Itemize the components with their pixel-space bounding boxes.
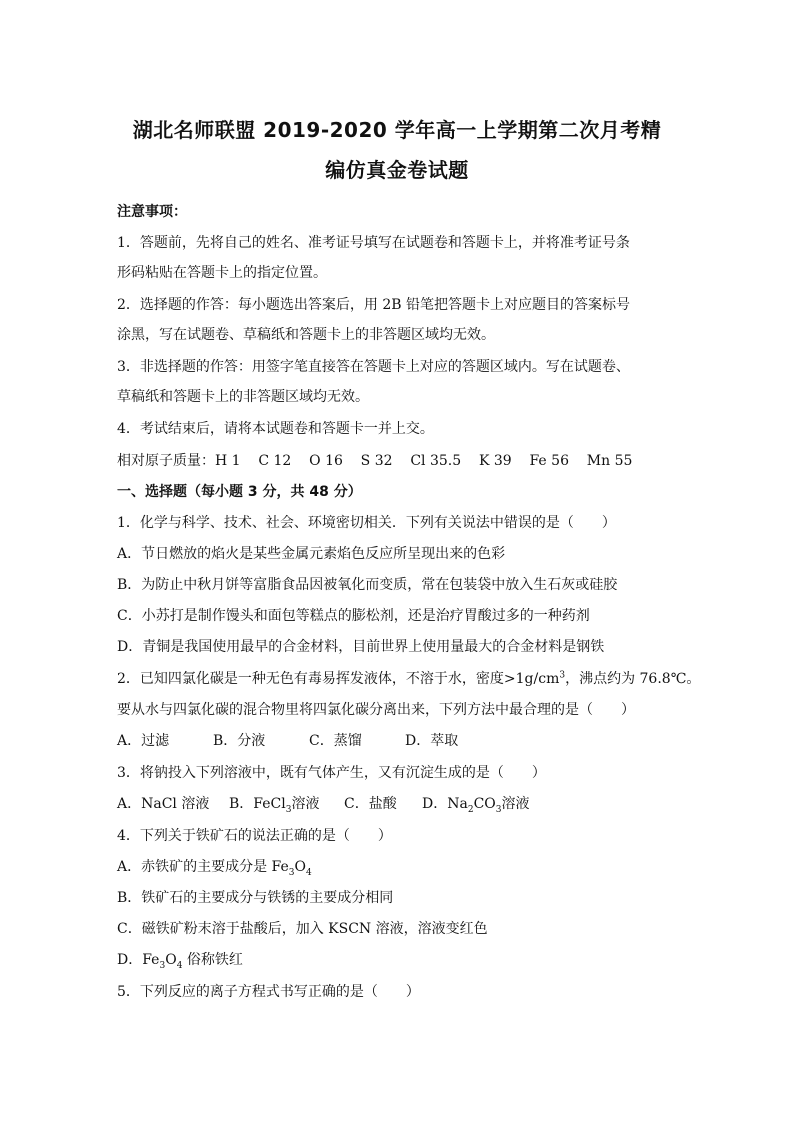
notice-heading: 注意事项： <box>117 204 187 220</box>
question-2-option-b: B．分液 <box>213 733 266 749</box>
question-2-stem-text-end: ，沸点约为 76.8℃。 <box>565 671 701 687</box>
question-5-stem: 5．下列反应的离子方程式书写正确的是（ ） <box>117 984 420 1000</box>
question-3-option-d: D．$Na_2CO_3$溶液 <box>422 796 530 815</box>
question-3-option-c: C．盐酸 <box>344 796 397 812</box>
question-2-stem-cont: 要从水与四氯化碳的混合物里将四氯化碳分离出来，下列方法中最合理的是（ ） <box>117 702 635 718</box>
question-2-stem <box>117 669 700 689</box>
notice-item-1: 1．答题前，先将自己的姓名、准考证号填写在试题卷和答题卡上，并将准考证号条 <box>117 235 630 251</box>
atomic-masses: 相对原子质量：H 1 C 12 O 16 S 32 Cl 35.5 K 39 Fe 56 Mn 55 <box>117 453 633 469</box>
question-1-option-d: D．青铜是我国使用最早的合金材料，目前世界上使用量最大的合金材料是钢铁 <box>117 639 605 655</box>
notice-item-4: 4．考试结束后，请将本试题卷和答题卡一并上交。 <box>117 421 434 437</box>
question-3-option-a: A．NaCl 溶液 <box>117 796 210 812</box>
question-2-option-d: D．萃取 <box>405 733 459 749</box>
notice-item-2: 2．选择题的作答：每小题选出答案后，用 2B 铅笔把答题卡上对应题目的答案标号 <box>117 297 631 313</box>
question-2-options <box>117 731 458 751</box>
question-3-options <box>117 794 530 814</box>
question-2-stem-text: 2．已知四氯化碳是一种无色有毒易挥发液体，不溶于水，密度>1g/cm <box>117 671 560 687</box>
question-1-option-a: A．节日燃放的焰火是某些金属元素焰色反应所呈现出来的色彩 <box>117 546 506 562</box>
question-4-option-c: C．磁铁矿粉末溶于盐酸后，加入 KSCN 溶液，溶液变红色 <box>117 921 488 937</box>
question-3-option-b: B．FeCl$_3$溶液 <box>229 796 320 815</box>
exam-title-line1: 湖北名师联盟 2019-2020 学年高一上学期第二次月考精 <box>132 118 662 142</box>
question-1-stem: 1．化学与科学、技术、社会、环境密切相关．下列有关说法中错误的是（ ） <box>117 515 616 531</box>
notice-item-1-cont: 形码粘贴在答题卡上的指定位置。 <box>117 265 327 281</box>
section-heading-choice: 一、选择题（每小题 3 分，共 48 分） <box>117 484 362 500</box>
question-4-option-a: A．赤铁矿的主要成分是 $Fe_3O_4$ <box>117 859 312 878</box>
question-3-stem: 3．将钠投入下列溶液中，既有气体产生，又有沉淀生成的是（ ） <box>117 765 546 781</box>
question-2-option-a: A．过滤 <box>117 733 170 749</box>
question-2-option-c: C．蒸馏 <box>309 733 362 749</box>
notice-item-3-cont: 草稿纸和答题卡上的非答题区域均无效。 <box>117 389 369 405</box>
notice-item-3: 3．非选择题的作答：用签字笔直接答在答题卡上对应的答题区域内。写在试题卷、 <box>117 359 630 375</box>
question-1-option-b: B．为防止中秋月饼等富脂食品因被氧化而变质，常在包装袋中放入生石灰或硅胶 <box>117 577 618 593</box>
superscript: 3 <box>559 670 566 681</box>
question-4-option-b: B．铁矿石的主要成分与铁锈的主要成分相同 <box>117 890 394 906</box>
question-1-option-c: C．小苏打是制作馒头和面包等糕点的膨松剂，还是治疗胃酸过多的一种药剂 <box>117 608 590 624</box>
notice-item-2-cont: 涂黑，写在试题卷、草稿纸和答题卡上的非答题区域均无效。 <box>117 327 495 343</box>
question-4-stem: 4．下列关于铁矿石的说法正确的是（ ） <box>117 828 392 844</box>
question-4-option-d: D．$Fe_3O_4$ 俗称铁红 <box>117 952 243 971</box>
exam-title-line2: 编仿真金卷试题 <box>325 158 469 182</box>
